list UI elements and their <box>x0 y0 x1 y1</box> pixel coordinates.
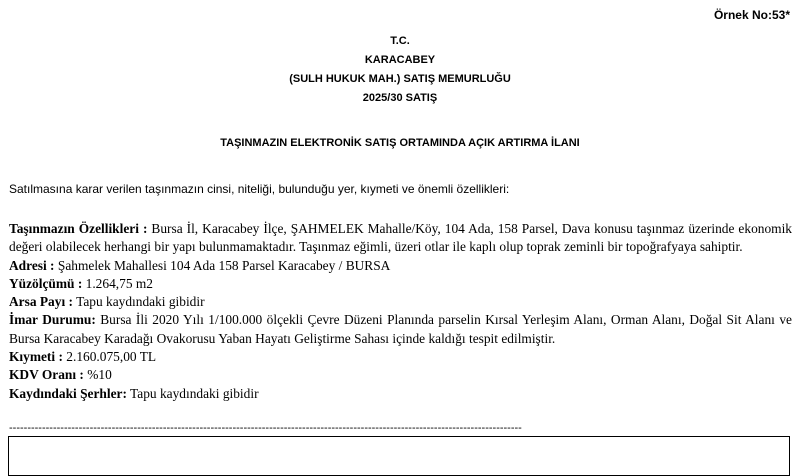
detail-vat <box>9 366 792 384</box>
sample-number: Örnek No:53* <box>713 8 790 22</box>
detail-address <box>9 257 792 275</box>
detail-value: Bursa İli 2020 Yılı 1/100.000 ölçekli Çevre Düzeni Planında parselin Kırsal Yerleşim Alanı, Orman Alanı, Doğal Sit Alanı ve Bursa Karacabey Karadağı Ovakorusu Yaban Hayatı Geliştirme Sahası içinde kaldığı tespit edilmiştir. <box>9 312 792 346</box>
property-details <box>9 220 792 403</box>
detail-area <box>9 275 792 293</box>
detail-label: Yüzölçümü : <box>9 275 83 291</box>
header-line-country: T.C. <box>390 35 410 47</box>
header-line-case-number: 2025/30 SATIŞ <box>362 92 438 104</box>
detail-value: 2.160.075,00 TL <box>66 349 157 365</box>
detail-value <box>9 348 792 366</box>
detail-value: Bursa İl, Karacabey İlçe, ŞAHMELEK Mahalle/Köy, 104 Ada, 158 Parsel, Dava konusu taşınmaz üzerinde ekonomik değeri olabilecek herhangi bir yapı bulunmamaktadır. Taşınmaz eğimli, üzeri otlar ile kaplı olup toprak zeminli bir topoğrafyaya sahiptir. <box>9 221 792 255</box>
dashed-separator: -------------------------------------------------------------------------------------------------------------------------------------------- <box>9 422 522 434</box>
detail-value: Şahmelek Mahallesi 104 Ada 158 Parsel Karacabey / BURSA <box>57 257 391 273</box>
detail-label: KDV Oranı : <box>9 367 84 383</box>
detail-value: 1.264,75 m2 <box>85 275 153 291</box>
intro-text: Satılmasına karar verilen taşınmazın cinsi, niteliği, bulunduğu yer, kıymeti ve önemli özellikleri: <box>9 182 510 196</box>
detail-land-share <box>9 293 792 311</box>
detail-label: İmar Durumu: <box>9 312 96 328</box>
detail-annotations <box>9 385 792 403</box>
detail-label: Taşınmazın Özellikleri : <box>9 221 148 236</box>
detail-features <box>9 220 792 257</box>
detail-value: Tapu kaydındaki gibidir <box>130 385 259 401</box>
detail-value: Tapu kaydındaki gibidir <box>76 294 205 310</box>
detail-label: Kıymeti : <box>9 349 63 365</box>
detail-label: Arsa Payı : <box>9 294 73 310</box>
header-line-office: (SULH HUKUK MAH.) SATIŞ MEMURLUĞU <box>289 73 511 85</box>
detail-label: Kaydındaki Şerhler: <box>9 385 127 401</box>
detail-zoning <box>9 311 792 348</box>
detail-label: Adresi : <box>9 257 55 273</box>
bordered-box <box>8 436 790 476</box>
announcement-title: TAŞINMAZIN ELEKTRONİK SATIŞ ORTAMINDA AÇIK ARTIRMA İLANI <box>220 137 580 149</box>
detail-value: %10 <box>87 367 112 383</box>
header-line-district: KARACABEY <box>364 54 436 66</box>
document-header <box>0 32 800 108</box>
